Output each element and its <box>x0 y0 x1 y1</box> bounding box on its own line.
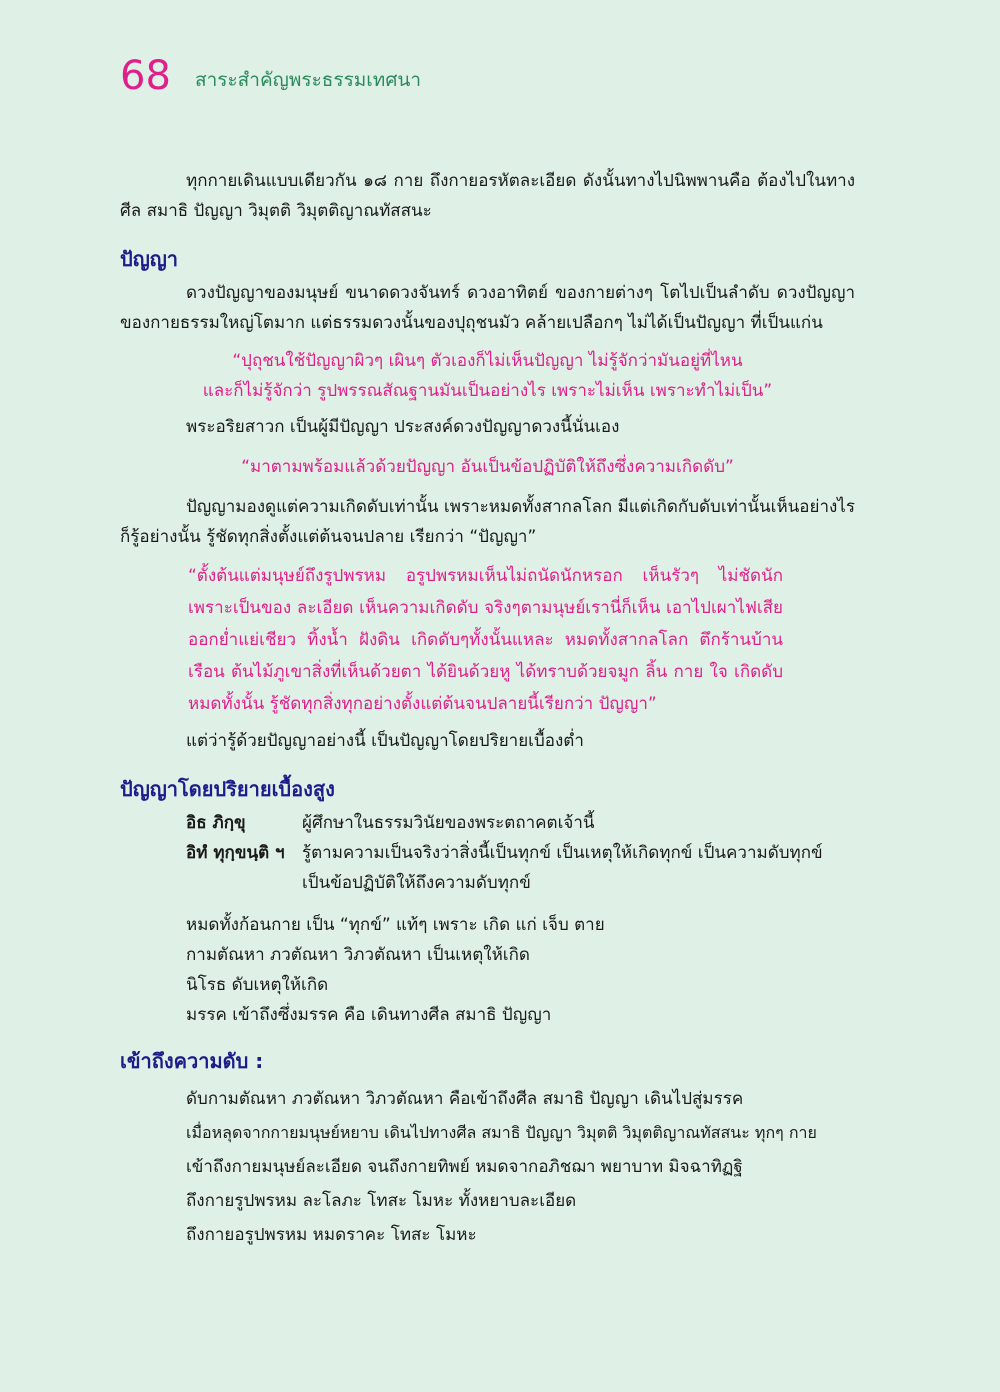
definition-row <box>120 808 855 838</box>
list-item: ถึงกายอรูปพรหม หมดราคะ โทสะ โมหะ <box>186 1225 477 1245</box>
list-item: มรรค เข้าถึงซึ่งมรรค คือ เดินทางศีล สมาธิ ปัญญา <box>186 1005 552 1025</box>
list-item: เมื่อหลุดจากกายมนุษย์หยาบ เดินไปทางศีล สมาธิ ปัญญา วิมุตติ วิมุตติญาณทัสสนะ ทุกๆ กาย <box>186 1123 817 1142</box>
list-item: หมดทั้งก้อนกาย เป็น “ทุกข์” แท้ๆ เพราะ เกิด แก่ เจ็บ ตาย <box>186 915 605 935</box>
quote-line: “มาตามพร้อมแล้วด้วยปัญญา อันเป็นข้อปฏิบัติให้ถึงซึ่งความเกิดดับ” <box>241 457 734 477</box>
list-item: นิโรธ ดับเหตุให้เกิด <box>186 975 329 995</box>
panya-paragraph-2: พระอริยสาวก เป็นผู้มีปัญญา ประสงค์ดวงปัญญาดวงนี้นั่นเอง <box>186 417 620 437</box>
list-item: ดับกามตัณหา ภวตัณหา วิภวตัณหา คือเข้าถึงศีล สมาธิ ปัญญา เดินไปสู่มรรค <box>186 1089 744 1109</box>
page-number: 68 <box>120 53 171 99</box>
definition-desc: ผู้ศึกษาในธรรมวินัยของพระตถาคตเจ้านี้ <box>302 813 595 833</box>
panya-paragraph-1: ดวงปัญญาของมนุษย์ ขนาดดวงจันทร์ ดวงอาทิตย์ ของกายต่างๆ โตไปเป็นลำดับ ดวงปัญญาของกายธรรมใหญ่โตมาก แต่ธรรมดวงนั้นของปุถุชนมัว คล้ายเปลือกๆ ไม่ได้เป็นปัญญา ที่เป็นแก่น <box>120 283 855 333</box>
definition-desc: รู้ตามความเป็นจริงว่าสิ่งนี้เป็นทุกข์ เป็นเหตุให้เกิดทุกข์ เป็นความดับทุกข์ เป็นข้อปฏิบัติให้ถึงความดับทุกข์ <box>302 843 823 893</box>
panya-paragraph-3: ปัญญามองดูแต่ความเกิดดับเท่านั้น เพราะหมดทั้งสากลโลก มีแต่เกิดกับดับเท่านั้นเห็นอย่างไรก็รู้อย่างนั้น รู้ชัดทุกสิ่งตั้งแต่ต้นจนปลาย เรียกว่า “ปัญญา” <box>120 497 855 547</box>
section-heading-cessation: เข้าถึงความดับ : <box>120 1049 264 1073</box>
list-item: เข้าถึงกายมนุษย์ละเอียด จนถึงกายทิพย์ หมดจากอภิชฌา พยาบาท มิจฉาทิฏฐิ <box>186 1157 743 1177</box>
page-body <box>120 166 855 1252</box>
intro-paragraph: ทุกกายเดินแบบเดียวกัน ๑๘ กาย ถึงกายอรหัตละเอียด ดังนั้นทางไปนิพพานคือ ต้องไปในทางศีล สมาธิ ปัญญา วิมุตติ วิมุตติญาณทัสสนะ <box>120 171 855 221</box>
quote-line: และก็ไม่รู้จักว่า รูปพรรณสัณฐานมันเป็นอย่างไร เพราะไม่เห็น เพราะทำไม่เป็น” <box>202 381 773 401</box>
quote-line: “ปุถุชนใช้ปัญญาผิวๆ เผินๆ ตัวเองก็ไม่เห็นปัญญา ไม่รู้จักว่ามันอยู่ที่ไหน <box>232 351 743 371</box>
running-title: สาระสำคัญพระธรรมเทศนา <box>195 69 422 91</box>
definition-term: อิธ ภิกฺขุ <box>186 813 246 833</box>
section-heading-panya: ปัญญา <box>120 247 179 271</box>
section-heading-higher-panya: ปัญญาโดยปริยายเบื้องสูง <box>120 777 335 801</box>
list-item: ถึงกายรูปพรหม ละโลภะ โทสะ โมหะ ทั้งหยาบละเอียด <box>186 1191 577 1211</box>
quote-block: “ตั้งต้นแต่มนุษย์ถึงรูปพรหม อรูปพรหมเห็นไม่ถนัดนักหรอก เห็นรัวๆ ไม่ชัดนักเพราะเป็นของ ละเอียด เห็นความเกิดดับ จริงๆตามนุษย์เรานี่ก็เห็น เอาไปเผาไฟเสียออกย่ำแย่เชียว ทิ้งน้ำ ฝังดิน เกิดดับๆทั้งนั้นแหละ หมดทั้งสากลโลก ตึกร้านบ้านเรือน ต้นไม้ภูเขาสิ่งที่เห็นด้วยตา ได้ยินด้วยหู ได้ทราบด้วยจมูก ลิ้น กาย ใจ เกิดดับหมดทั้งนั้น รู้ชัดทุกสิ่งทุกอย่างตั้งแต่ต้นจนปลายนี้เรียกว่า ปัญญา” <box>188 566 783 714</box>
panya-paragraph-4: แต่ว่ารู้ด้วยปัญญาอย่างนี้ เป็นปัญญาโดยปริยายเบื้องต่ำ <box>186 731 584 751</box>
list-item: กามตัณหา ภวตัณหา วิภวตัณหา เป็นเหตุให้เกิด <box>186 945 530 965</box>
definition-row <box>120 838 855 898</box>
definition-term: อิทํ ทุกฺขนฺติ ฯ <box>186 843 285 863</box>
